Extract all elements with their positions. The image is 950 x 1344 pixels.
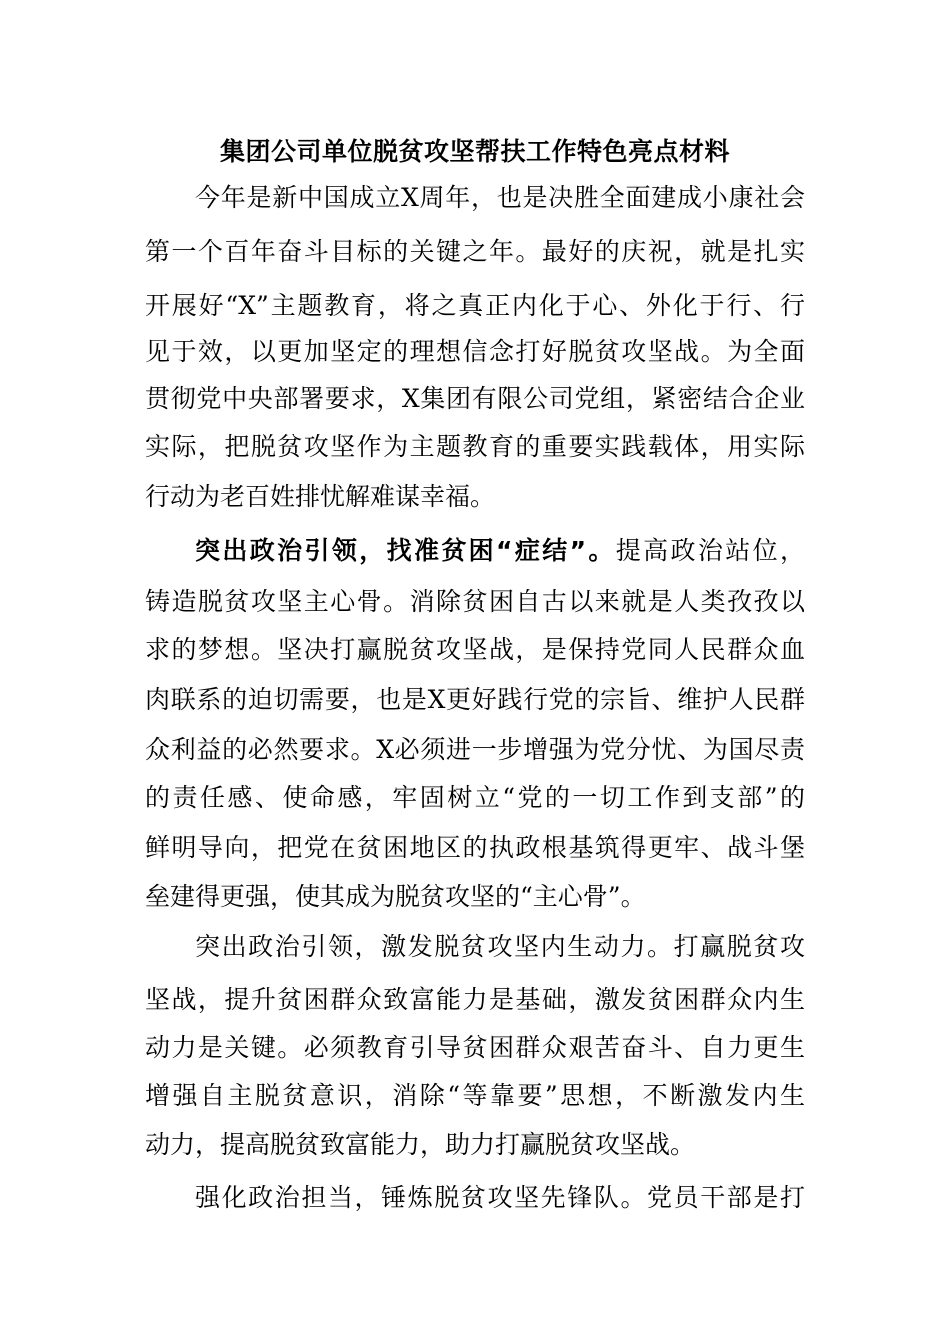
paragraph-3-line-5: 动力，提高脱贫致富能力，助力打赢脱贫攻坚战。 (145, 1130, 696, 1159)
paragraph-2-line-3: 求的梦想。坚决打赢脱贫攻坚战，是保持党同人民群众血 (145, 635, 805, 664)
paragraph-3-line-2: 坚战，提升贫困群众致富能力是基础，激发贫困群众内生 (145, 985, 805, 1014)
paragraph-1-line-7: 行动为老百姓排忧解难谋幸福。 (145, 482, 496, 511)
document-title: 集团公司单位脱贫攻坚帮扶工作特色亮点材料 (219, 137, 730, 166)
paragraph-4-line-1: 强化政治担当，锤炼脱贫攻坚先锋队。党员干部是打 (195, 1183, 805, 1212)
paragraph-2-bold-lead: 突出政治引领，找准贫困“症结”。 (195, 536, 616, 565)
paragraph-2-line-4: 肉联系的迫切需要，也是X更好践行党的宗旨、维护人民群 (145, 685, 805, 714)
paragraph-1-line-2: 第一个百年奋斗目标的关键之年。最好的庆祝，就是扎实 (145, 237, 805, 266)
paragraph-3-line-4: 增强自主脱贫意识，消除“等靠要”思想，不断激发内生 (145, 1081, 805, 1110)
paragraph-2-line-7: 鲜明导向，把党在贫困地区的执政根基筑得更牢、战斗堡 (145, 833, 805, 862)
paragraph-2-line-6: 的责任感、使命感，牢固树立“党的一切工作到支部”的 (145, 783, 805, 812)
paragraph-2-line-2: 铸造脱贫攻坚主心骨。消除贫困自古以来就是人类孜孜以 (145, 587, 805, 616)
paragraph-2-line-8: 垒建得更强，使其成为脱贫攻坚的“主心骨”。 (145, 882, 646, 911)
paragraph-3-line-1: 突出政治引领，激发脱贫攻坚内生动力。打赢脱贫攻 (195, 932, 805, 961)
paragraph-2-first-line-rest: 提高政治站位， (615, 536, 805, 565)
paragraph-1-line-5: 贯彻党中央部署要求，X集团有限公司党组，紧密结合企业 (145, 384, 805, 413)
paragraph-2-line-5: 众利益的必然要求。X必须进一步增强为党分忧、为国尽责 (145, 735, 805, 764)
paragraph-1-line-1: 今年是新中国成立X周年，也是决胜全面建成小康社会 (195, 183, 805, 212)
paragraph-1-line-4: 见于效，以更加坚定的理想信念打好脱贫攻坚战。为全面 (145, 337, 805, 366)
paragraph-3-line-3: 动力是关键。必须教育引导贫困群众艰苦奋斗、自力更生 (145, 1033, 805, 1062)
paragraph-2-line-1 (195, 534, 805, 568)
paragraph-1-line-6: 实际，把脱贫攻坚作为主题教育的重要实践载体，用实际 (145, 432, 805, 461)
paragraph-1-line-3: 开展好“X”主题教育，将之真正内化于心、外化于行、行 (145, 291, 805, 320)
